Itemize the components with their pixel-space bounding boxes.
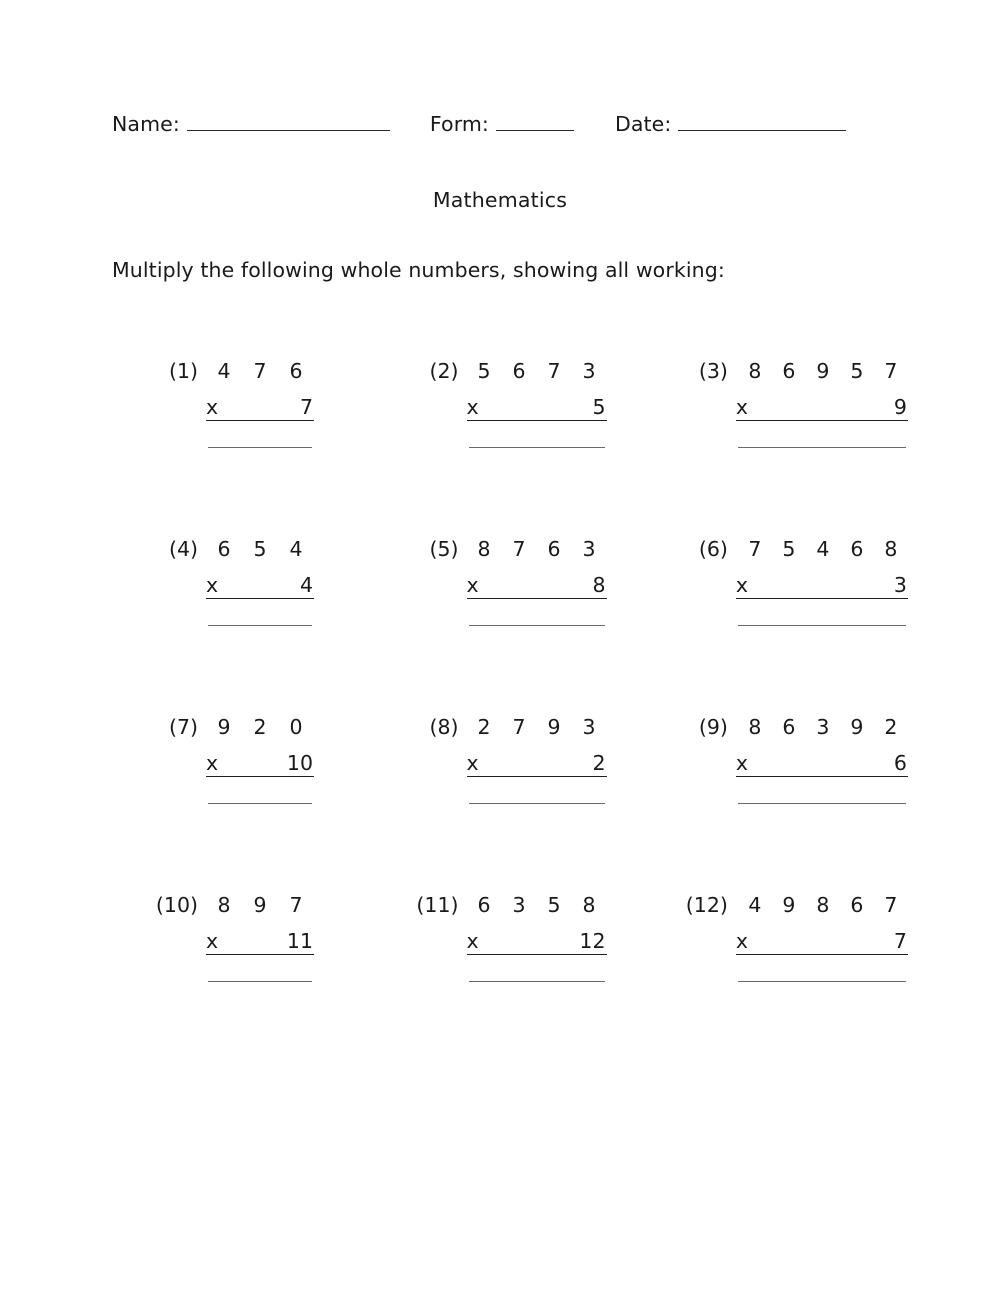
- digit: 9: [850, 715, 864, 739]
- multiply-operator: x: [206, 929, 219, 953]
- multiplicand: [206, 716, 314, 738]
- multiplier-row: [736, 752, 908, 777]
- problem-number: (6): [698, 537, 728, 561]
- multiplicand: [467, 716, 607, 738]
- multiplication-problem: [160, 360, 314, 448]
- digit: 5: [547, 893, 561, 917]
- multiplier: 8: [592, 573, 606, 597]
- multiply-operator: x: [735, 751, 749, 775]
- digit: 3: [582, 359, 596, 383]
- problem-number: (10): [155, 893, 198, 917]
- form-write-line[interactable]: [496, 115, 574, 131]
- digit: 5: [782, 537, 796, 561]
- problem-body: [206, 894, 314, 982]
- digit: 6: [512, 359, 526, 383]
- multiplier-row: [467, 752, 607, 777]
- problem-cell: [408, 716, 666, 894]
- multiply-operator: x: [735, 395, 749, 419]
- multiply-operator: x: [735, 573, 749, 597]
- digit: 6: [782, 715, 796, 739]
- digit: 7: [884, 359, 898, 383]
- multiply-operator: x: [466, 573, 479, 597]
- form-field-group: [430, 112, 574, 136]
- answer-write-line[interactable]: [469, 803, 605, 804]
- multiplicand: [736, 538, 908, 560]
- multiplication-problem: [160, 716, 314, 804]
- digit: 8: [582, 893, 596, 917]
- problem-number: (12): [685, 893, 728, 917]
- problem-body: [206, 360, 314, 448]
- digit: 5: [477, 359, 491, 383]
- digit: 9: [547, 715, 561, 739]
- answer-write-line[interactable]: [469, 625, 605, 626]
- multiplicand: [467, 894, 607, 916]
- multiply-operator: x: [206, 395, 219, 419]
- digit: 5: [850, 359, 864, 383]
- multiplier: 3: [893, 573, 907, 597]
- problem-row: [0, 538, 1000, 716]
- multiplier-row: [736, 930, 908, 955]
- problem-number: (8): [429, 715, 459, 739]
- form-label: Form:: [429, 112, 489, 136]
- digit: 3: [582, 715, 596, 739]
- digit: 6: [782, 359, 796, 383]
- multiplicand: [736, 716, 908, 738]
- digit: 4: [748, 893, 762, 917]
- digit: 7: [289, 893, 303, 917]
- instruction-text: Multiply the following whole numbers, showing all working:: [112, 258, 725, 282]
- problem-cell: [0, 716, 408, 894]
- problem-body: [467, 538, 607, 626]
- answer-write-line[interactable]: [469, 447, 605, 448]
- multiply-operator: x: [466, 395, 479, 419]
- problem-row: [0, 716, 1000, 894]
- problem-cell: [0, 360, 408, 538]
- problem-number: (9): [698, 715, 728, 739]
- multiplication-problem: [676, 716, 908, 804]
- multiplier: 10: [286, 751, 313, 775]
- name-write-line[interactable]: [187, 115, 390, 131]
- multiplier-row: [736, 396, 908, 421]
- multiply-operator: x: [206, 573, 219, 597]
- multiplication-problem: [413, 538, 607, 626]
- problem-body: [467, 716, 607, 804]
- multiplier-row: [206, 930, 314, 955]
- multiplier: 11: [286, 929, 313, 953]
- digit: 6: [289, 359, 303, 383]
- digit: 2: [253, 715, 267, 739]
- problem-body: [736, 360, 908, 448]
- problem-body: [467, 360, 607, 448]
- answer-write-line[interactable]: [738, 447, 906, 448]
- answer-write-line[interactable]: [208, 625, 312, 626]
- digit: 6: [217, 537, 231, 561]
- problem-number: (3): [698, 359, 728, 383]
- multiplication-problem: [676, 360, 908, 448]
- multiplier: 9: [893, 395, 907, 419]
- answer-write-line[interactable]: [738, 981, 906, 982]
- problem-body: [736, 538, 908, 626]
- digit: 3: [816, 715, 830, 739]
- digit: 9: [217, 715, 231, 739]
- digit: 9: [816, 359, 830, 383]
- multiplier-row: [467, 574, 607, 599]
- multiplication-problem: [413, 360, 607, 448]
- multiplication-problem: [155, 893, 314, 982]
- digit: 9: [253, 893, 267, 917]
- multiplier: 12: [579, 929, 606, 953]
- problem-body: [206, 716, 314, 804]
- digit: 6: [850, 893, 864, 917]
- multiply-operator: x: [466, 751, 479, 775]
- multiplier: 4: [299, 573, 313, 597]
- multiplicand: [206, 360, 314, 382]
- problem-grid: [0, 360, 1000, 1072]
- digit: 4: [289, 537, 303, 561]
- multiply-operator: x: [735, 929, 749, 953]
- digit: 8: [748, 359, 762, 383]
- problem-number: (5): [429, 537, 459, 561]
- page-title: Mathematics: [432, 188, 568, 212]
- problem-cell: [408, 538, 666, 716]
- problem-number: (11): [416, 893, 459, 917]
- multiplicand: [736, 360, 908, 382]
- problem-cell: [0, 538, 408, 716]
- problem-cell: [666, 360, 1000, 538]
- digit: 4: [816, 537, 830, 561]
- problem-cell: [666, 716, 1000, 894]
- problem-cell: [666, 894, 1000, 1072]
- digit: 8: [816, 893, 830, 917]
- problem-body: [206, 538, 314, 626]
- digit: 2: [884, 715, 898, 739]
- multiplier: 2: [592, 751, 606, 775]
- digit: 0: [289, 715, 303, 739]
- problem-cell: [0, 894, 408, 1072]
- multiplier-row: [206, 752, 314, 777]
- multiplier: 6: [893, 751, 907, 775]
- date-field-group: [615, 112, 846, 136]
- problem-row: [0, 894, 1000, 1072]
- multiplier-row: [736, 574, 908, 599]
- multiplication-problem: [676, 538, 908, 626]
- problem-number: (2): [429, 359, 459, 383]
- digit: 6: [547, 537, 561, 561]
- name-label: Name:: [112, 112, 180, 136]
- answer-write-line[interactable]: [208, 981, 312, 982]
- digit: 2: [477, 715, 491, 739]
- digit: 8: [217, 893, 231, 917]
- problem-cell: [666, 538, 1000, 716]
- problem-row: [0, 360, 1000, 538]
- digit: 6: [850, 537, 864, 561]
- digit: 8: [477, 537, 491, 561]
- answer-write-line[interactable]: [738, 625, 906, 626]
- answer-write-line[interactable]: [469, 981, 605, 982]
- multiplication-problem: [676, 894, 908, 982]
- multiplicand: [206, 894, 314, 916]
- date-write-line[interactable]: [678, 115, 846, 131]
- multiplication-problem: [160, 538, 314, 626]
- digit: 7: [748, 537, 762, 561]
- digit: 8: [884, 537, 898, 561]
- digit: 4: [217, 359, 231, 383]
- problem-number: (4): [168, 537, 198, 561]
- multiplication-problem: [413, 894, 607, 982]
- digit: 5: [253, 537, 267, 561]
- multiplication-problem: [413, 716, 607, 804]
- student-info-row: [112, 112, 902, 136]
- multiplicand: [736, 894, 908, 916]
- digit: 3: [512, 893, 526, 917]
- digit: 9: [782, 893, 796, 917]
- multiply-operator: x: [206, 751, 219, 775]
- multiplier-row: [206, 574, 314, 599]
- digit: 7: [512, 715, 526, 739]
- problem-body: [736, 716, 908, 804]
- problem-number: (1): [168, 359, 198, 383]
- multiply-operator: x: [466, 929, 479, 953]
- problem-body: [467, 894, 607, 982]
- multiplier-row: [467, 930, 607, 955]
- answer-write-line[interactable]: [738, 803, 906, 804]
- multiplier-row: [467, 396, 607, 421]
- multiplicand: [206, 538, 314, 560]
- digit: 7: [884, 893, 898, 917]
- multiplicand: [467, 360, 607, 382]
- problem-number: (7): [168, 715, 198, 739]
- answer-write-line[interactable]: [208, 803, 312, 804]
- multiplier-row: [206, 396, 314, 421]
- digit: 7: [547, 359, 561, 383]
- multiplier: 7: [299, 395, 313, 419]
- problem-body: [736, 894, 908, 982]
- problem-cell: [408, 360, 666, 538]
- date-label: Date:: [614, 112, 672, 136]
- digit: 6: [477, 893, 491, 917]
- name-field-group: [112, 112, 390, 136]
- multiplicand: [467, 538, 607, 560]
- digit: 3: [582, 537, 596, 561]
- digit: 8: [748, 715, 762, 739]
- digit: 7: [253, 359, 267, 383]
- problem-cell: [408, 894, 666, 1072]
- answer-write-line[interactable]: [208, 447, 312, 448]
- multiplier: 7: [893, 929, 907, 953]
- multiplier: 5: [592, 395, 606, 419]
- digit: 7: [512, 537, 526, 561]
